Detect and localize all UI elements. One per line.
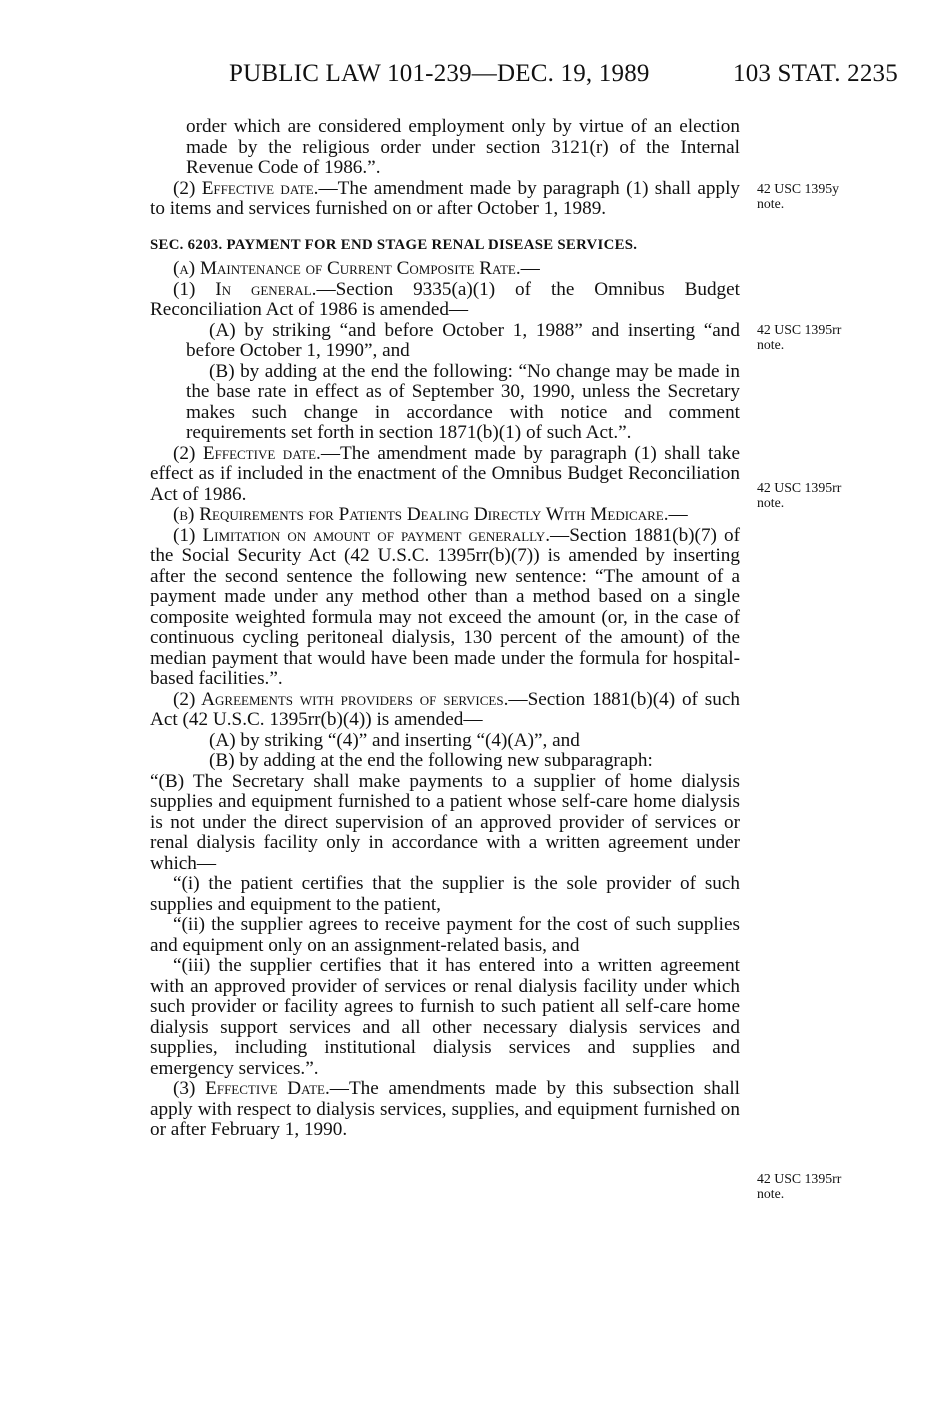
paragraph-b3	[150, 1079, 740, 1141]
paragraph-text: —The amendment made by paragraph (1) shall apply to items and services furnished on or after October 1, 1989.	[150, 177, 740, 219]
paragraph-heading: (3) Effective Date.	[173, 1078, 330, 1099]
paragraph-heading: (1) Limitation on amount of payment generally.	[173, 524, 550, 546]
subparagraph-b-A: (A) by striking “(4)” and inserting “(4)(A)”, and	[209, 729, 580, 751]
margin-note-citation: 42 USC 1395rr	[757, 480, 842, 495]
statute-body	[150, 117, 740, 1141]
paragraph-effective-date	[150, 179, 740, 220]
continued-paragraph: order which are considered employment only by virtue of an election made by the religious order under section 3121(r) of the Internal Revenue Code of 1986.”.	[186, 116, 740, 178]
paragraph-a1	[150, 280, 740, 321]
paragraph-b2	[150, 690, 740, 731]
paragraph-b1	[150, 526, 740, 690]
margin-note	[757, 1171, 841, 1201]
subsection-heading: (a) Maintenance of Current Composite Rate.	[173, 258, 521, 279]
margin-note	[757, 181, 839, 211]
quoted-clause-ii: “(ii) the supplier agrees to receive payment for the cost of such supplies and equipment only on an assignment-related basis, and	[150, 914, 740, 956]
paragraph-heading: (2) Effective date.	[173, 177, 319, 199]
subparagraph-a-B: (B) by adding at the end the following: “No change may be made in the base rate in effect as of September 30, 1990, unless the Secretary makes such change in accordance with notice and comment requirements set forth in section 1871(b)(1) of such Act.”.	[186, 360, 740, 443]
margin-note	[757, 322, 841, 352]
paragraph-text: —The amendments made by this subsection shall apply with respect to dialysis services, supplies, and equipment furnished on or after February 1, 1990.	[150, 1078, 740, 1140]
paragraph-a2	[150, 444, 740, 506]
margin-note-citation: 42 USC 1395y	[757, 181, 840, 196]
subparagraph-a-A: (A) by striking “and before October 1, 1988” and inserting “and before October 1, 1990”, and	[186, 319, 740, 361]
section-heading-text: SEC. 6203. PAYMENT FOR END STAGE RENAL DISEASE SERVICES.	[150, 236, 638, 253]
margin-note-label: note.	[757, 337, 785, 352]
margin-note-label: note.	[757, 1186, 785, 1201]
paragraph-text: —The amendment made by paragraph (1) shall take effect as if included in the enactment of the Omnibus Budget Reconciliation Act of 1986.	[150, 442, 741, 505]
subsection-dash: —	[668, 504, 688, 525]
section-heading	[150, 234, 740, 256]
subsection-a-heading	[150, 259, 740, 280]
paragraph-text: —Section 9335(a)(1) of the Omnibus Budget Reconciliation Act of 1986 is amended—	[150, 278, 740, 320]
paragraph-heading: (2) Effective date.	[173, 442, 321, 464]
margin-note-citation: 42 USC 1395rr	[757, 322, 842, 337]
quoted-subparagraph-B: “(B) The Secretary shall make payments to a supplier of home dialysis supplies and equipment furnished to a patient whose self-care home dialysis is not under the direct supervision of an approved provider of services or renal dialysis facility only in accordance with a written agreement under which—	[150, 770, 740, 874]
margin-note	[757, 480, 841, 510]
subparagraph-b-B: (B) by adding at the end the following new subparagraph:	[209, 750, 653, 771]
running-header-title: PUBLIC LAW 101-239—DEC. 19, 1989	[229, 60, 650, 87]
quoted-clause-i: “(i) the patient certifies that the supplier is the sole provider of such supplies and equipment to the patient,	[150, 873, 740, 915]
running-header-page-number: 103 STAT. 2235	[733, 60, 898, 87]
paragraph-text: —Section 1881(b)(4) of such Act (42 U.S.C. 1395rr(b)(4)) is amended—	[150, 688, 740, 730]
paragraph-heading: (1) In general.	[173, 278, 317, 300]
margin-note-label: note.	[757, 196, 785, 211]
margin-note-label: note.	[757, 495, 785, 510]
subsection-heading: (b) Requirements for Patients Dealing Directly With Medicare.	[173, 504, 669, 525]
paragraph-heading: (2) Agreements with providers of services.	[173, 688, 509, 710]
quoted-clause-iii: “(iii) the supplier certifies that it has entered into a written agreement with an approved provider of services or renal dialysis facility under which such provider or facility agrees to furnish to such patient all self-care home dialysis support services and all other necessary dialysis services and supplies, including institutional dialysis services and supplies and emergency services.”.	[150, 955, 740, 1079]
paragraph-text: —Section 1881(b)(7) of the Social Security Act (42 U.S.C. 1395rr(b)(7)) is amended by inserting after the second sentence the following new sentence: “The amount of a payment made under any method other than a method based on a single composite weighted formula may not exceed the amount (or, in the case of continuous cycling peritoneal dialysis, 130 percent of the amount) of the median payment that would have been made under the formula for hospital-based facilities.”.	[150, 524, 740, 689]
margin-note-citation: 42 USC 1395rr	[757, 1171, 842, 1186]
subsection-b-heading	[150, 505, 740, 526]
subsection-dash: —	[520, 258, 540, 279]
